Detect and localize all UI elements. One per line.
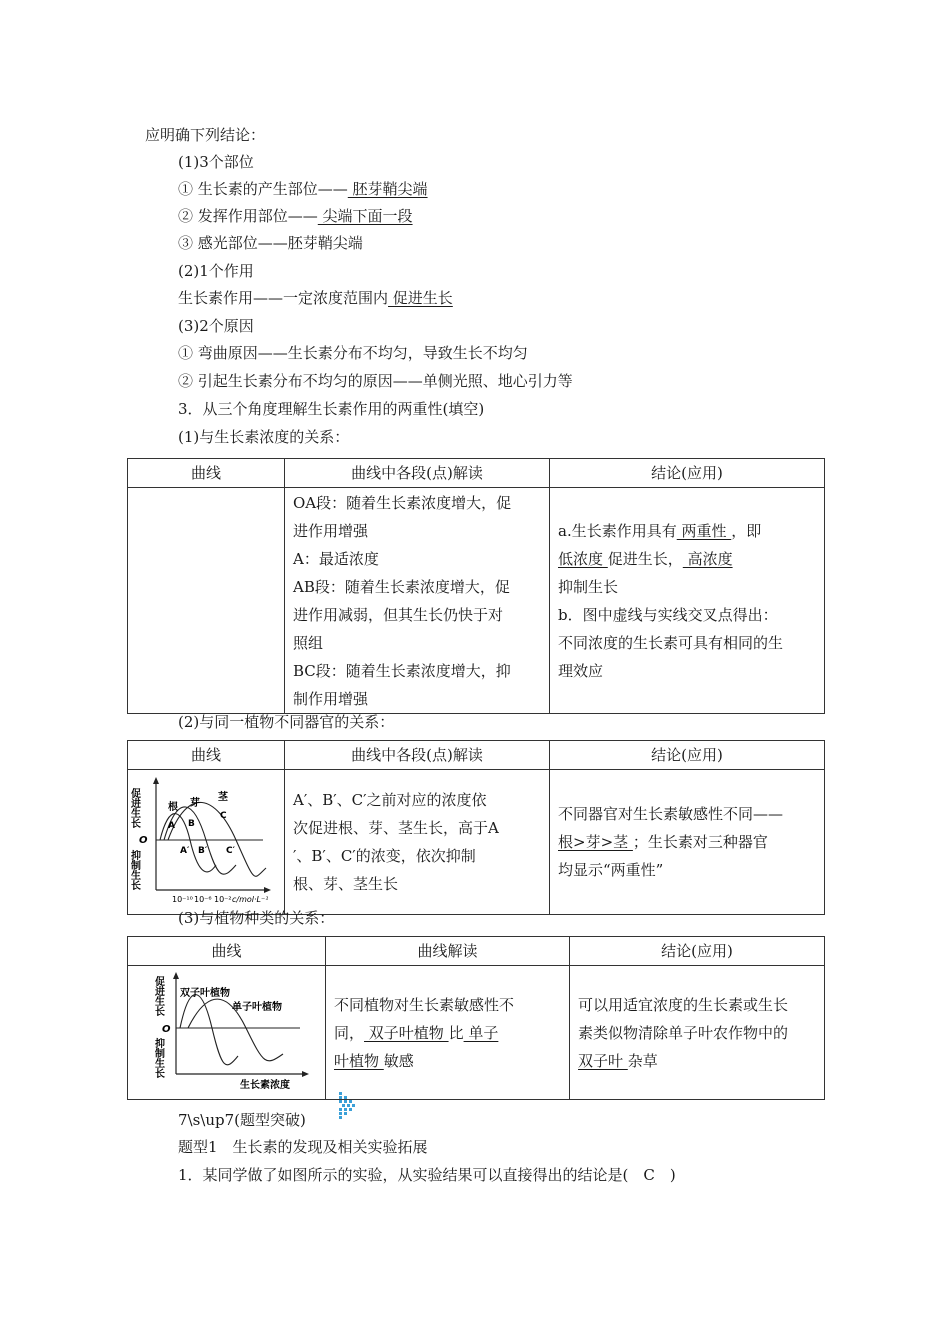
curve-explanation: 不同植物对生长素敏感性不 同， 双子叶植物 比 单子 叶植物 敏感 [326, 966, 570, 1100]
answer-blank: 促进生长 [388, 289, 453, 307]
y-label-origin: O [139, 835, 148, 846]
t1-caption: (1)与生长素浓度的关系： [178, 428, 350, 446]
conclusion: a.生长素作用具有 两重性 ，即 低浓度 促进生长， 高浓度 抑制生长 b．图中虚线与实线交叉点得出： 不同浓度的生长素可具有相同的生 理效应 [550, 488, 825, 714]
x-tick: 10⁻¹⁰ [172, 895, 193, 904]
y-label-bottom: 抑制生长 [128, 850, 140, 890]
curve-label-monocot: 单子叶植物 [232, 1002, 282, 1013]
s1-line3: ③ 感光部位——胚芽鞘尖端 [178, 234, 363, 252]
table-organs [127, 740, 825, 915]
stem-curve [168, 802, 266, 876]
t2-caption: (2)与同一植物不同器官的关系： [178, 713, 395, 731]
species-curve-chart [128, 966, 324, 1090]
answer-blank: 根>芽>茎 [558, 833, 633, 851]
answer-blank: 胚芽鞘尖端 [347, 180, 428, 198]
t3-caption: (3)与植物种类的关系： [178, 909, 335, 927]
answer-blank: 单子 [463, 1023, 499, 1042]
peak-label-b: B [188, 819, 195, 829]
answer-blank: 叶植物 [334, 1051, 384, 1070]
col-header: 曲线中各段(点)解读 [285, 741, 550, 770]
y-label-origin: O [162, 1024, 171, 1035]
conclusion: 不同器官对生长素敏感性不同—— 根>芽>茎 ；生长素对三种器官 均显示“两重性” [550, 770, 825, 915]
col-header: 曲线解读 [326, 937, 570, 966]
section-marker: 7\s\up7(题型突破) [178, 1111, 306, 1129]
type1-heading: 题型1 生长素的发现及相关实验拓展 [178, 1138, 428, 1156]
x-tick: 10⁻² [214, 895, 232, 904]
answer-blank: 双子叶植物 [364, 1023, 449, 1042]
segment-explanation: A′、B′、C′之前对应的浓度依 次促进根、芽、茎生长，高于A ′、B′、C′的浓变，依次抑制 根、芽、茎生长 [285, 770, 550, 915]
s3-line2: ② 引起生长素分布不均匀的原因——单侧光照、地心引力等 [178, 372, 573, 390]
dicot-curve [180, 995, 238, 1065]
s3-line1: ① 弯曲原因——生长素分布不均匀，导致生长不均匀 [178, 344, 528, 362]
y-label-bottom: 抑制生长 [152, 1038, 164, 1078]
answer-choice: C [628, 1166, 670, 1184]
curve-cell-empty [128, 488, 285, 714]
cross-label-a: A′ [180, 846, 190, 856]
x-tick: 10⁻⁶ [194, 895, 212, 904]
y-label-top: 促进生长 [152, 976, 164, 1016]
peak-label-c: C [220, 811, 227, 821]
answer-blank: 低浓度 [558, 549, 608, 568]
s1-title: (1)3个部位 [178, 153, 254, 171]
col-header: 曲线 [128, 741, 285, 770]
s2-line1: 生长素作用——一定浓度范围内 促进生长 [178, 289, 453, 307]
col-header: 结论(应用) [550, 741, 825, 770]
organ-curve-chart [128, 770, 283, 905]
peak-label-a: A [168, 821, 175, 831]
intro-text: 应明确下列结论： [145, 126, 266, 144]
question-1: 1．某同学做了如图所示的实验，从实验结果可以直接得出的结论是( C ) [178, 1166, 676, 1184]
answer-blank: 尖端下面一段 [317, 207, 413, 225]
x-label: 生长素浓度 [240, 1080, 290, 1090]
col-header: 曲线中各段(点)解读 [285, 459, 550, 488]
conclusion: 可以用适宜浓度的生长素或生长 素类似物清除单子叶农作物中的 双子叶 杂草 [570, 966, 825, 1100]
answer-blank: 双子叶 [578, 1051, 628, 1070]
col-header: 曲线 [128, 459, 285, 488]
diamond-dots-icon [336, 1090, 358, 1122]
cross-label-c: C′ [226, 846, 235, 856]
x-unit: c/mol·L⁻¹ [232, 895, 269, 904]
y-label-top: 促进生长 [128, 788, 140, 828]
col-header: 曲线 [128, 937, 326, 966]
curve-label-bud: 芽 [190, 798, 200, 809]
curve-cell [128, 770, 285, 915]
s1-line1: ① 生长素的产生部位—— 胚芽鞘尖端 [178, 180, 428, 198]
cross-label-b: B′ [198, 846, 208, 856]
curve-label-dicot: 双子叶植物 [180, 988, 230, 999]
curve-label-stem: 茎 [218, 792, 228, 803]
curve-label-root: 根 [168, 802, 178, 813]
s3-title: (3)2个原因 [178, 317, 254, 335]
s2-title: (2)1个作用 [178, 262, 254, 280]
col-header: 结论(应用) [550, 459, 825, 488]
table-species [127, 936, 825, 1100]
answer-blank: 两重性 [676, 521, 732, 540]
col-header: 结论(应用) [570, 937, 825, 966]
answer-blank: 高浓度 [682, 549, 733, 568]
curve-cell [128, 966, 326, 1100]
s1-line2: ② 发挥作用部位—— 尖端下面一段 [178, 207, 413, 225]
q3-title: 3．从三个角度理解生长素作用的两重性(填空) [178, 400, 485, 418]
segment-explanation: OA段：随着生长素浓度增大，促 进作用增强 A：最适浓度 AB段：随着生长素浓度增大，促 进作用减弱，但其生长仍快于对 照组 BC段：随着生长素浓度增大，抑 制作用增强 [285, 488, 550, 714]
table-concentration [127, 458, 825, 714]
